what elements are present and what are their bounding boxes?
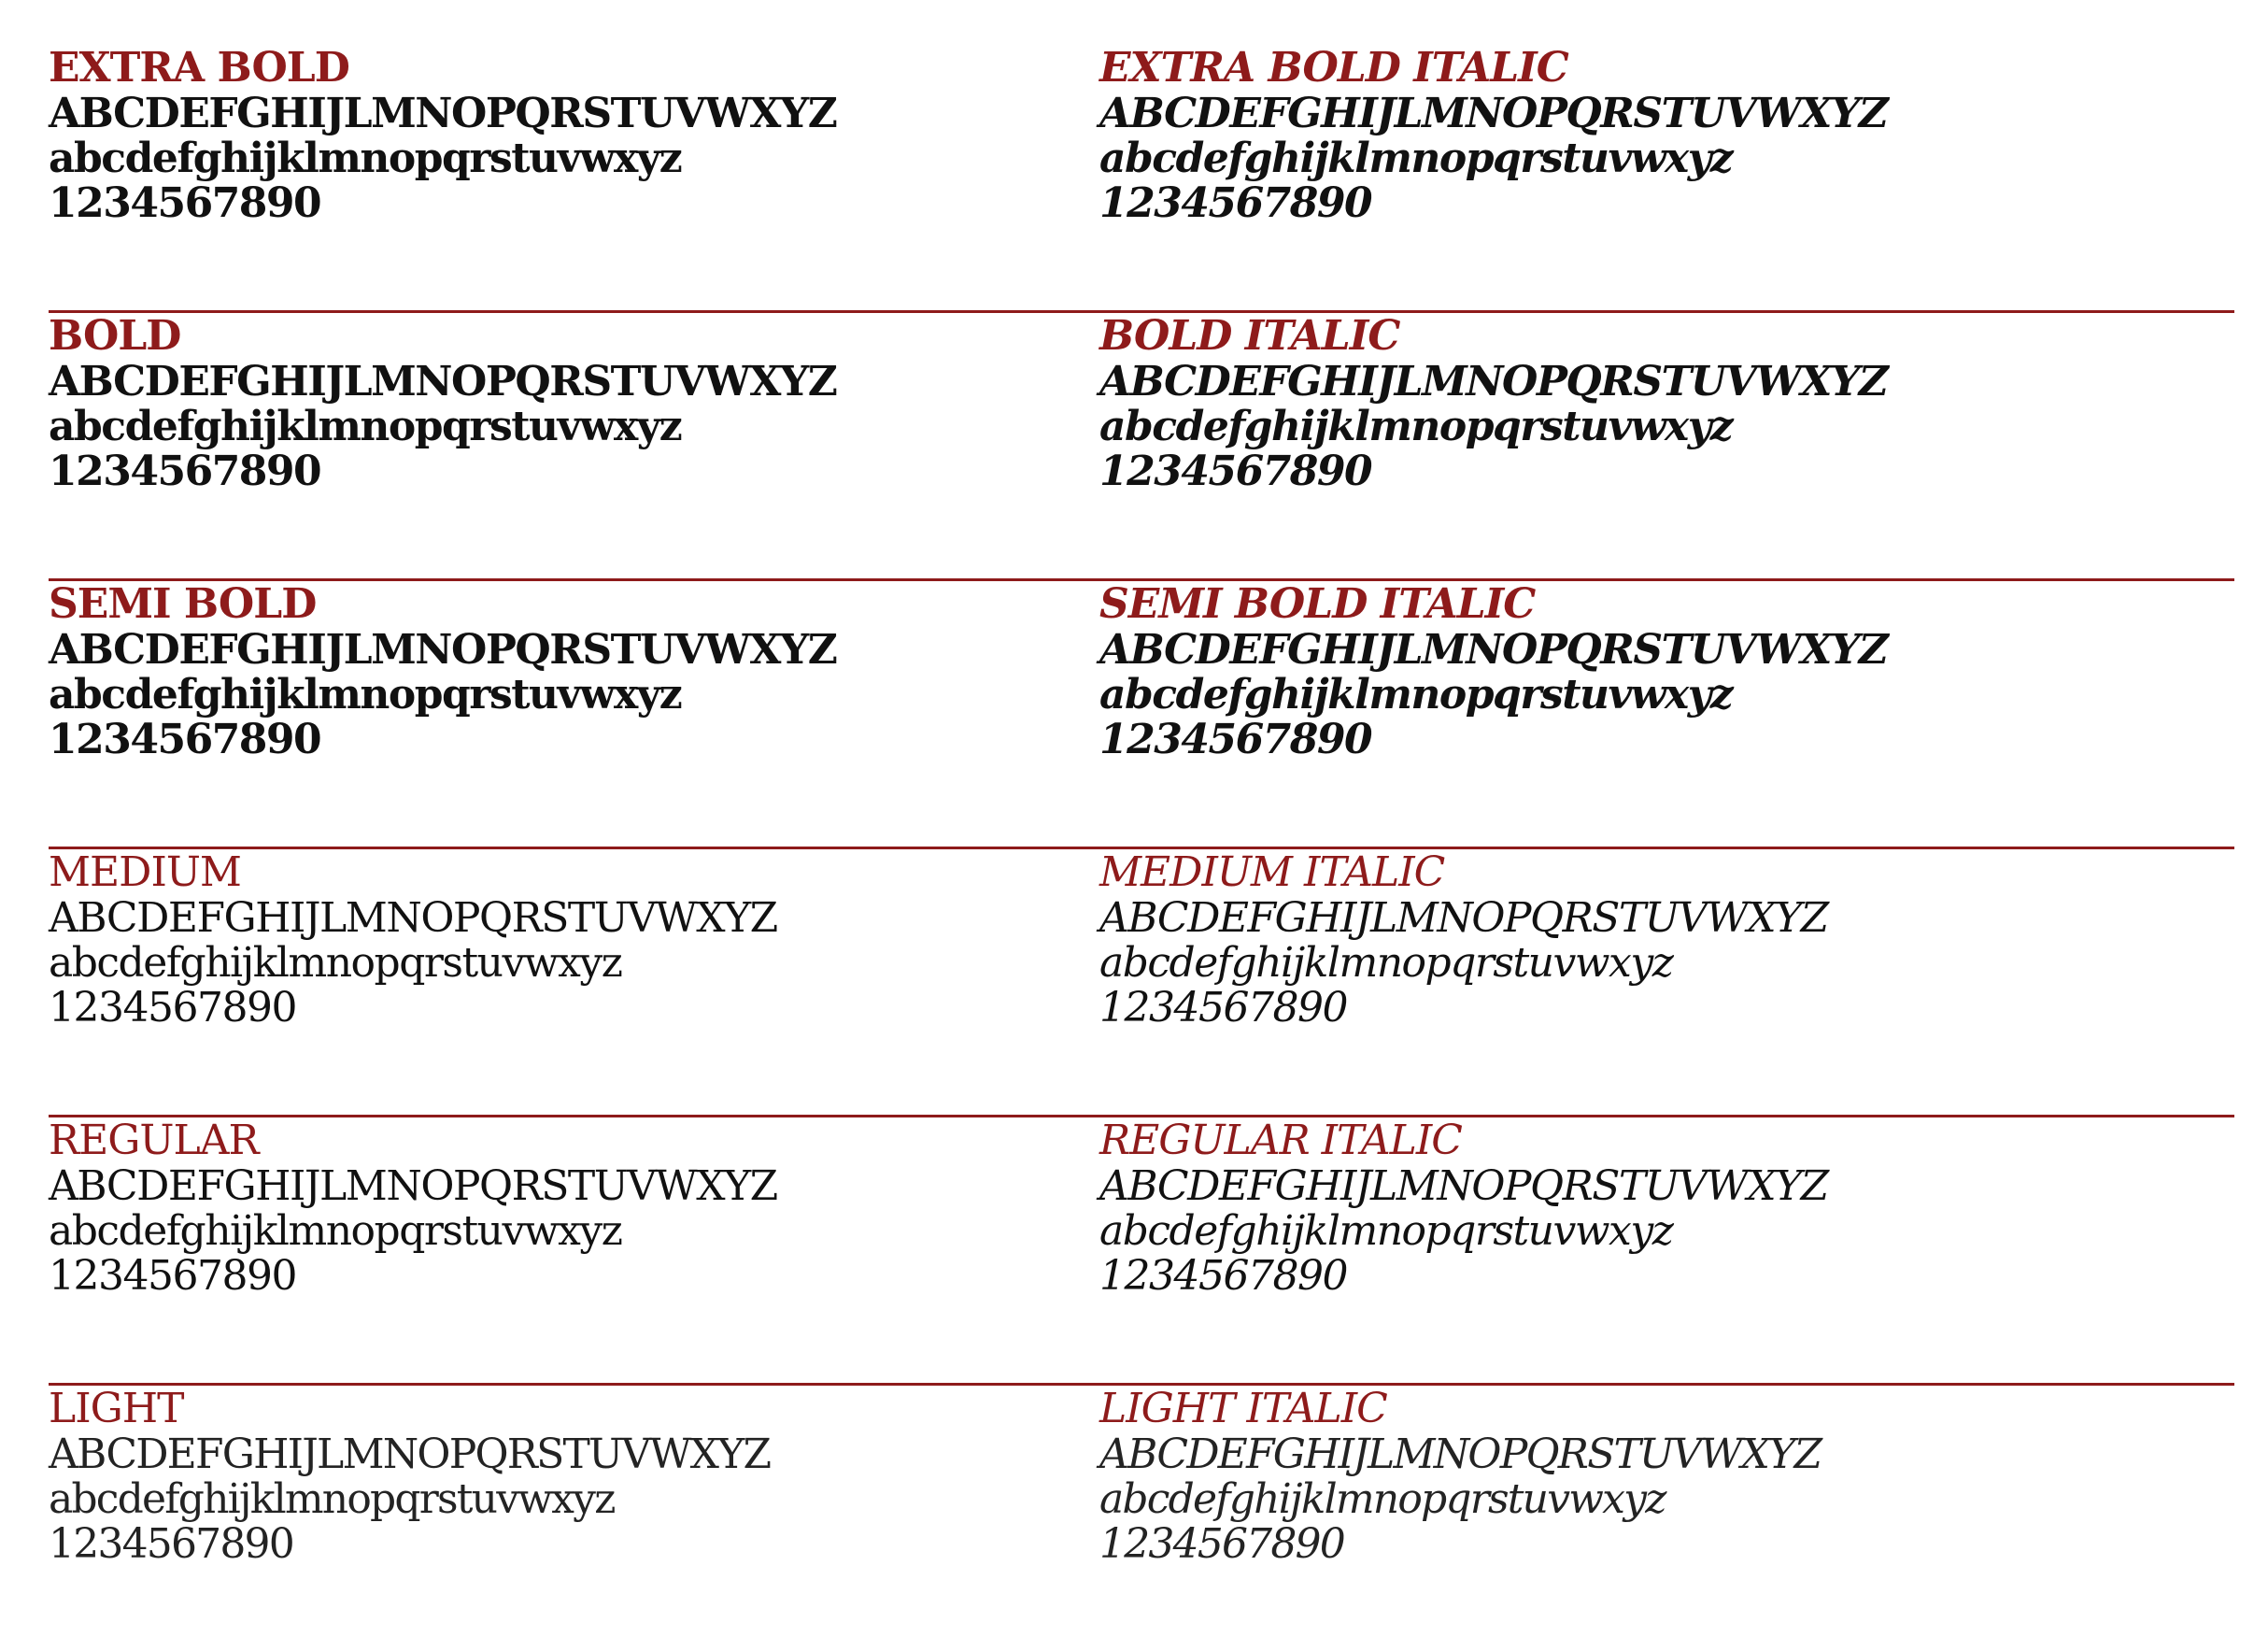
lowercase-sample: abcdefghijklmnopqrstuvwxyz <box>1099 1207 1673 1255</box>
uppercase-sample: ABCDEFGHIJLMNOPQRSTUVWXYZ <box>1099 894 1828 942</box>
specimen-bold-italic <box>1099 313 2234 578</box>
specimen-bold <box>49 313 1099 578</box>
lowercase-sample: abcdefghijklmnopqrstuvwxyz <box>1099 939 1673 987</box>
uppercase-sample: ABCDEFGHIJLMNOPQRSTUVWXYZ <box>1099 1162 1828 1210</box>
specimen-medium-italic <box>1099 849 2234 1115</box>
uppercase-sample: ABCDEFGHIJLMNOPQRSTUVWXYZ <box>49 1162 777 1210</box>
specimen-extra-bold-italic <box>1099 45 2234 310</box>
specimen-label: LIGHT ITALIC <box>1099 1385 1387 1432</box>
lowercase-sample: abcdefghijklmnopqrstuvwxyz <box>49 671 682 719</box>
numerals-sample: 1234567890 <box>49 984 296 1032</box>
specimen-label: BOLD <box>49 312 181 360</box>
lowercase-sample: abcdefghijklmnopqrstuvwxyz <box>49 135 682 182</box>
specimen-label: MEDIUM <box>49 848 241 896</box>
uppercase-sample: ABCDEFGHIJLMNOPQRSTUVWXYZ <box>49 1430 771 1478</box>
numerals-sample: 1234567890 <box>49 179 321 227</box>
numerals-sample: 1234567890 <box>49 448 321 495</box>
specimen-semi-bold <box>49 581 1099 847</box>
specimen-label: EXTRA BOLD <box>49 44 349 92</box>
lowercase-sample: abcdefghijklmnopqrstuvwxyz <box>1099 1475 1666 1523</box>
specimen-row-regular <box>49 1117 2234 1383</box>
specimen-label: REGULAR ITALIC <box>1099 1117 1462 1164</box>
specimen-medium <box>49 849 1099 1115</box>
uppercase-sample: ABCDEFGHIJLMNOPQRSTUVWXYZ <box>1099 358 1888 406</box>
numerals-sample: 1234567890 <box>49 1520 293 1568</box>
numerals-sample: 1234567890 <box>1099 1520 1344 1568</box>
lowercase-sample: abcdefghijklmnopqrstuvwxyz <box>49 1207 622 1255</box>
lowercase-sample: abcdefghijklmnopqrstuvwxyz <box>1099 403 1733 450</box>
numerals-sample: 1234567890 <box>49 716 321 763</box>
lowercase-sample: abcdefghijklmnopqrstuvwxyz <box>1099 671 1733 719</box>
specimen-label: BOLD ITALIC <box>1099 312 1400 360</box>
numerals-sample: 1234567890 <box>1099 179 1372 227</box>
uppercase-sample: ABCDEFGHIJLMNOPQRSTUVWXYZ <box>1099 90 1888 137</box>
specimen-regular-italic <box>1099 1117 2234 1383</box>
specimen-label: EXTRA BOLD ITALIC <box>1099 44 1568 92</box>
specimen-semi-bold-italic <box>1099 581 2234 847</box>
specimen-light-italic <box>1099 1386 2234 1651</box>
numerals-sample: 1234567890 <box>1099 984 1347 1032</box>
specimen-light <box>49 1386 1099 1651</box>
specimen-row-semi-bold <box>49 581 2234 847</box>
specimen-label: SEMI BOLD ITALIC <box>1099 580 1536 628</box>
specimen-regular <box>49 1117 1099 1383</box>
specimen-row-bold <box>49 313 2234 578</box>
uppercase-sample: ABCDEFGHIJLMNOPQRSTUVWXYZ <box>1099 626 1888 674</box>
specimen-label: SEMI BOLD <box>49 580 317 628</box>
uppercase-sample: ABCDEFGHIJLMNOPQRSTUVWXYZ <box>49 626 837 674</box>
specimen-row-medium <box>49 849 2234 1115</box>
numerals-sample: 1234567890 <box>49 1252 296 1300</box>
specimen-label: MEDIUM ITALIC <box>1099 848 1445 896</box>
uppercase-sample: ABCDEFGHIJLMNOPQRSTUVWXYZ <box>49 90 837 137</box>
specimen-row-light <box>49 1386 2234 1651</box>
uppercase-sample: ABCDEFGHIJLMNOPQRSTUVWXYZ <box>1099 1430 1821 1478</box>
specimen-label: REGULAR <box>49 1117 259 1164</box>
lowercase-sample: abcdefghijklmnopqrstuvwxyz <box>1099 135 1733 182</box>
uppercase-sample: ABCDEFGHIJLMNOPQRSTUVWXYZ <box>49 358 837 406</box>
specimen-extra-bold <box>49 45 1099 310</box>
type-specimen-sheet <box>49 45 2234 1651</box>
numerals-sample: 1234567890 <box>1099 448 1372 495</box>
lowercase-sample: abcdefghijklmnopqrstuvwxyz <box>49 1475 615 1523</box>
numerals-sample: 1234567890 <box>1099 716 1372 763</box>
specimen-label: LIGHT <box>49 1385 184 1432</box>
lowercase-sample: abcdefghijklmnopqrstuvwxyz <box>49 939 622 987</box>
uppercase-sample: ABCDEFGHIJLMNOPQRSTUVWXYZ <box>49 894 777 942</box>
lowercase-sample: abcdefghijklmnopqrstuvwxyz <box>49 403 682 450</box>
numerals-sample: 1234567890 <box>1099 1252 1347 1300</box>
specimen-row-extra-bold <box>49 45 2234 310</box>
